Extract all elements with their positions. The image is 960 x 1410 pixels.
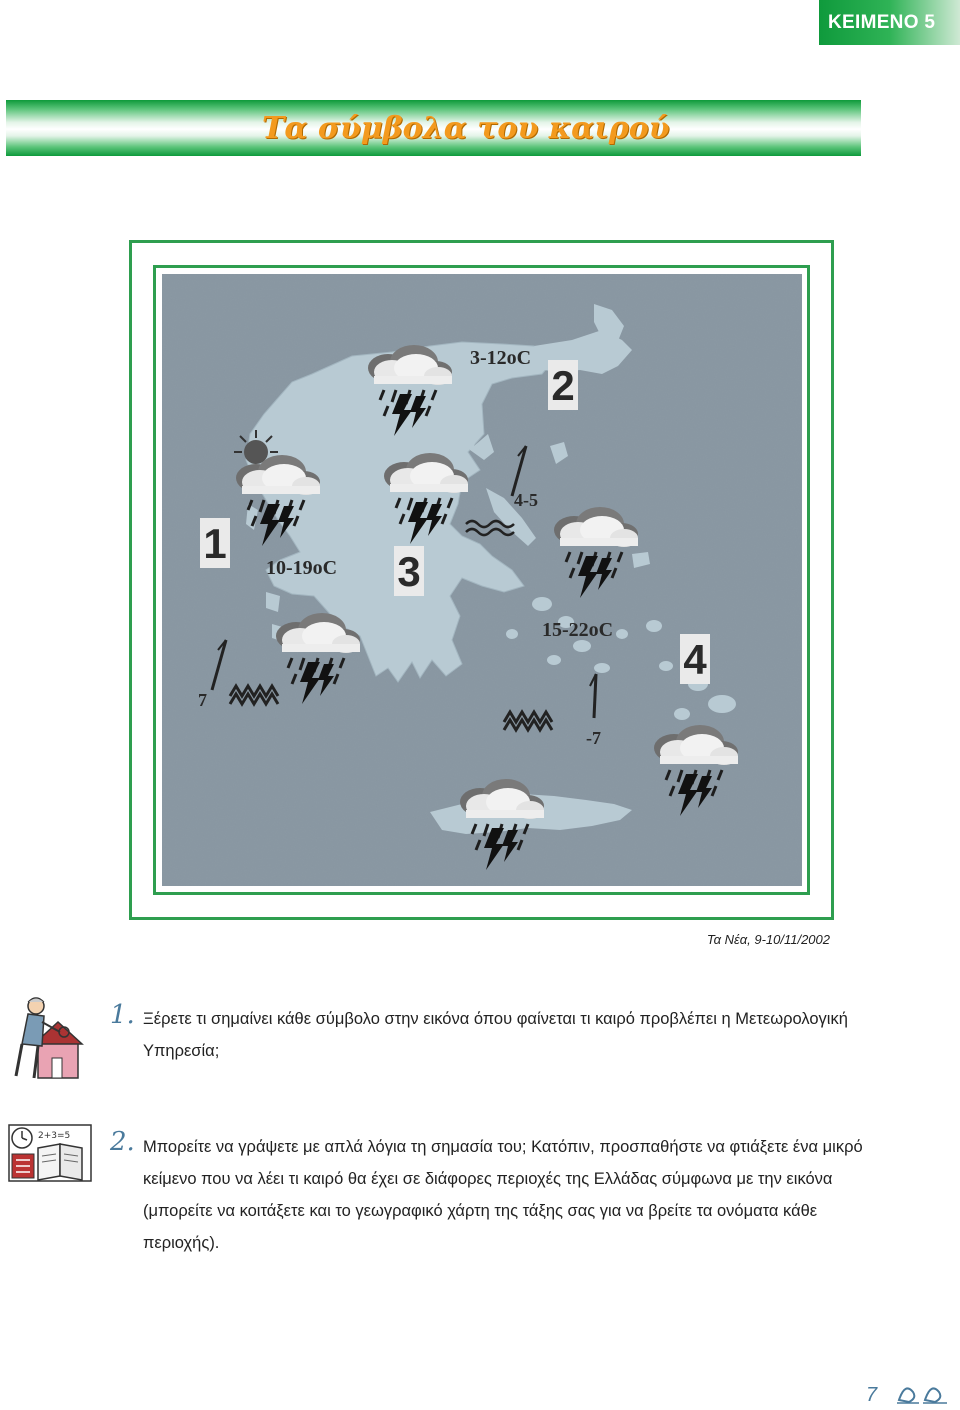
book-and-clock-icon	[8, 1124, 92, 1182]
question-1-text: Ξέρετε τι σημαίνει κάθε σύμβολο στην εικόνα όπου φαίνεται τι καιρό προβλέπει η Μετεωρολογική Υπηρεσία;	[143, 1010, 848, 1060]
question-2-number: 2.	[110, 1127, 135, 1157]
section-tag: ΚΕΙΜΕΝΟ 5	[819, 0, 960, 45]
weather-map	[162, 274, 802, 886]
page-number: 7	[866, 1384, 878, 1406]
temperature-west: 10-19oC	[266, 557, 338, 579]
region-number-1	[200, 518, 230, 568]
question-1-number: 1.	[110, 1000, 135, 1030]
region-number-2	[548, 360, 578, 410]
svg-text:2: 2	[551, 362, 575, 409]
page-title: Τα σύμβολα του καιρού	[262, 110, 670, 146]
temperature-aegean: 15-22oC	[542, 619, 614, 641]
svg-text:1: 1	[203, 520, 227, 567]
temperature-north: 3-12oC	[470, 347, 532, 369]
svg-text:3: 3	[397, 548, 421, 595]
person-with-house-icon	[8, 992, 90, 1084]
wind-label-north: 4-5	[514, 490, 538, 510]
footer-decoration-icon	[895, 1378, 950, 1406]
svg-text:4: 4	[683, 636, 707, 683]
wind-label-south: -7	[586, 728, 601, 748]
source-caption: Τα Νέα, 9-10/11/2002	[706, 932, 830, 947]
region-number-4	[680, 634, 710, 684]
wind-label-west: 7	[198, 690, 207, 710]
question-2-text: Μπορείτε να γράψετε με απλά λόγια τη σημασία του; Κατόπιν, προσπαθήστε να φτιάξετε ένα μικρό κείμενο που να λέει τι καιρό θα έχει σε διάφορες περιοχές της Ελλάδας σύμφωνα με την εικόνα (μπορείτε να κοιτάξετε και το γεωγραφικό χάρτη της τάξης σας για να βρείτε τα ονόματα κάθε περιοχής).	[143, 1138, 863, 1252]
region-number-3	[394, 546, 424, 596]
svg-text:2+3=5: 2+3=5	[38, 1131, 71, 1141]
